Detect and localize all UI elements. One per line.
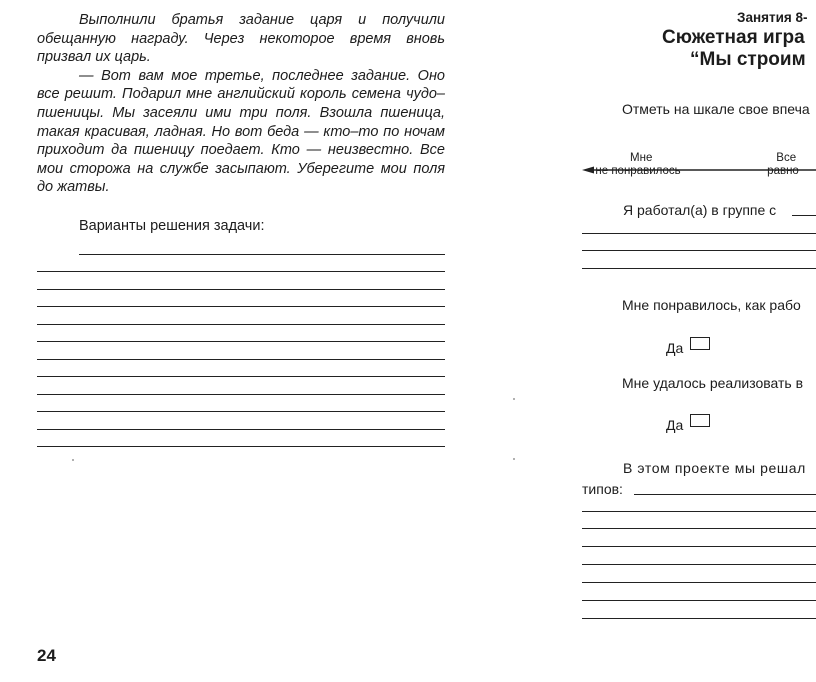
answer-line [37,271,445,272]
lesson-heading: Занятия 8- [737,10,808,25]
scale-label-disliked-text: Мне не понравилось [595,152,681,177]
answer-line [37,306,445,307]
answer-line [37,289,445,290]
project-answer-line[interactable] [582,546,816,547]
variants-label: Варианты решения задачи: [79,218,265,234]
yes-label-1: Да [666,340,684,356]
group-answer-line[interactable] [582,268,816,269]
answer-line [79,254,445,255]
project-answer-line[interactable] [582,528,816,529]
types-label: типов: [582,481,623,497]
print-speck [72,459,74,461]
scale-label-neutral-text: Все равно [767,152,799,177]
story-text [37,11,445,197]
types-blank-line[interactable] [634,494,816,495]
project-prompt: В этом проекте мы решал [623,460,806,476]
print-speck [513,458,515,460]
realize-prompt: Мне удалось реализовать в [622,375,804,391]
answer-line [37,394,445,395]
answer-line [37,324,445,325]
answer-line [37,359,445,360]
game-subtitle: “Мы строим [690,49,806,70]
story-paragraph-2: — Вот вам мое третье, последнее задание. Оно все решит. Подарил мне английский король семена чудо–пшеницы. Мы засеяли ими три поля. Взошла пшеница, такая красивая, ладная. Но вот беда — кто–то по ночам приходит да пшеницу поедает. Кто — неизвестно. Все мои сторожа на службе засыпают. Уберегите мои поля до жатвы. [37,67,445,196]
group-answer-line[interactable] [582,250,816,251]
yes-checkbox-2[interactable] [690,414,710,427]
answer-line [37,376,445,377]
print-speck [513,398,515,400]
page-number: 24 [37,646,56,665]
answer-line [37,341,445,342]
group-answer-line[interactable] [582,233,816,234]
scale-prompt: Отметь на шкале свое впеча [622,101,810,117]
answer-line [37,429,445,430]
project-answer-line[interactable] [582,511,816,512]
group-prompt: Я работал(а) в группе с [623,202,777,218]
yes-checkbox-1[interactable] [690,337,710,350]
project-answer-line[interactable] [582,582,816,583]
group-blank-line[interactable] [792,215,816,216]
project-answer-line[interactable] [582,618,816,619]
impression-scale-arrow [582,164,816,176]
answer-line [37,446,445,447]
project-answer-line[interactable] [582,564,816,565]
answer-line [37,411,445,412]
project-answer-line[interactable] [582,600,816,601]
yes-label-2: Да [666,417,684,433]
liked-prompt: Мне понравилось, как рабо [622,297,801,313]
game-title: Сюжетная игра [662,27,805,48]
story-paragraph-1: Выполнили братья задание царя и получили обещанную награду. Через некоторое время вновь призвал их царь. [37,12,445,66]
